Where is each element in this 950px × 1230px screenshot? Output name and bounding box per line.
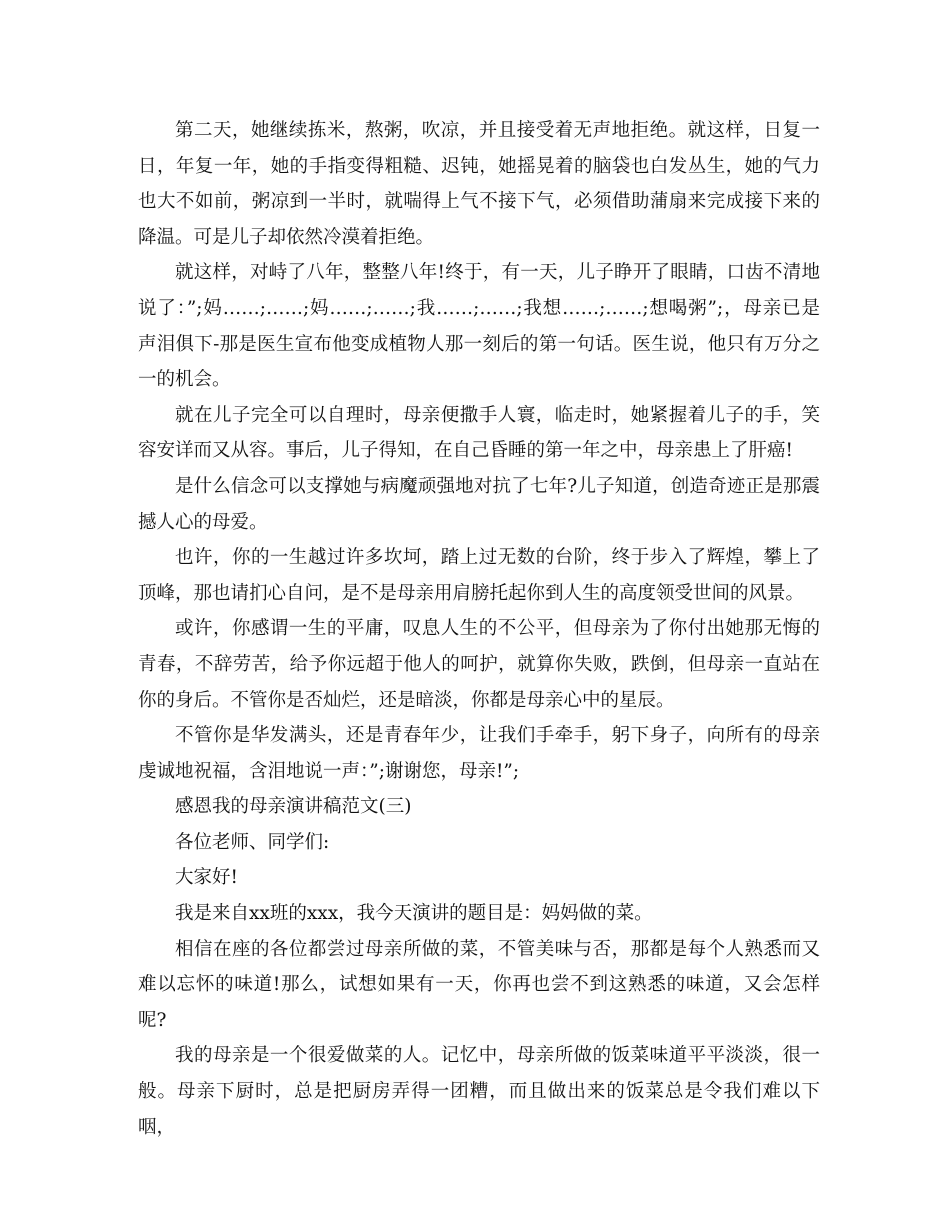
paragraph: 也许，你的一生越过许多坎坷，踏上过无数的台阶，终于步入了辉煌，攀上了顶峰，那也请扪心自问，是不是母亲用肩膀托起你到人生的高度领受世间的风景。 [138,547,820,604]
salutation: 各位老师、同学们: [175,831,330,853]
paragraph: 相信在座的各位都尝过母亲所做的菜，不管美味与否，那都是每个人熟悉而又难以忘怀的味道!那么，试想如果有一天，你再也尝不到这熟悉的味道，又会怎样呢? [138,938,820,1031]
paragraph: 我的母亲是一个很爱做菜的人。记忆中，母亲所做的饭菜味道平平淡淡，很一般。母亲下厨时，总是把厨房弄得一团糟，而且做出来的饭菜总是令我们难以下咽， [138,1045,820,1138]
section-title: 感恩我的母亲演讲稿范文(三) [175,796,412,818]
paragraph: 或许，你感谓一生的平庸，叹息人生的不公平，但母亲为了你付出她那无悔的青春，不辞劳苦，给予你远超于他人的呵护，就算你失败，跌倒，但母亲一直站在你的身后。不管你是否灿烂，还是暗淡，你都是母亲心中的星辰。 [138,618,820,711]
paragraph: 第二天，她继续拣米，熬粥，吹凉，并且接受着无声地拒绝。就这样，日复一日，年复一年，她的手指变得粗糙、迟钝，她摇晃着的脑袋也白发丛生，她的气力也大不如前，粥凉到一半时，就喘得上气不接下气，必须借助蒲扇来完成接下来的降温。可是儿子却依然冷漠着拒绝。 [138,120,820,248]
paragraph: 就在儿子完全可以自理时，母亲便撒手人寰，临走时，她紧握着儿子的手，笑容安详而又从容。事后，儿子得知，在自己昏睡的第一年之中，母亲患上了肝癌! [138,404,820,462]
paragraph: 不管你是华发满头，还是青春年少，让我们手牵手，躬下身子，向所有的母亲虔诚地祝福，含泪地说一声：”;谢谢您，母亲!”; [138,725,820,782]
greeting: 大家好! [175,867,238,889]
paragraph: 就这样，对峙了八年，整整八年!终于，有一天，儿子睁开了眼睛，口齿不清地说了：”;妈……;……;妈……;……;我……;……;我想……;……;想喝粥”;，母亲已是声泪俱下-那是医生宣布他变成植物人那一刻后的第一句话。医生说，他只有万分之一的机会。 [138,262,820,391]
document-body [138,113,820,1145]
paragraph: 是什么信念可以支撑她与病魔顽强地对抗了七年?儿子知道，创造奇迹正是那震撼人心的母爱。 [138,475,820,533]
paragraph: 我是来自xx班的xxx，我今天演讲的题目是：妈妈做的菜。 [175,903,653,925]
